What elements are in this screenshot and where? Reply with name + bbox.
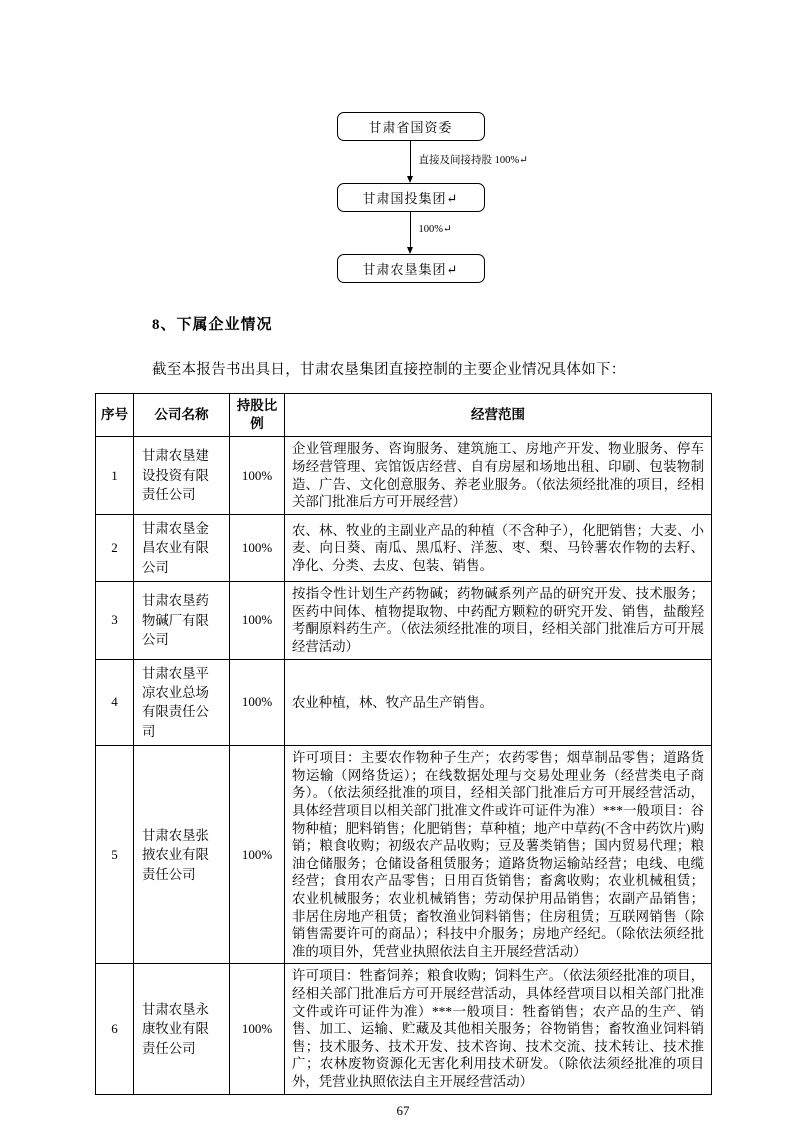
table-row bbox=[96, 746, 712, 964]
cell-business-scope: 按指令性计划生产药物碱；药物碱系列产品的研究开发、技术服务；医药中间体、植物提取物、中药配方颗粒的研究开发、销售，盐酸羟考酮原料药生产。（依法须经批准的项目，经相关部门批准后方可开展经营活动） bbox=[285, 582, 712, 659]
org-chart bbox=[0, 0, 793, 283]
org-chart-node-gansu-guotou-group bbox=[337, 183, 485, 212]
cell-no: 1 bbox=[96, 437, 134, 514]
intro-paragraph: 截至本报告书出具日，甘肃农垦集团直接控制的主要企业情况具体如下： bbox=[152, 362, 626, 378]
page-number: 67 bbox=[396, 1102, 410, 1118]
edge-label-shareholding: 100%↵ bbox=[418, 224, 452, 235]
cell-company-name: 甘肃农垦张掖农业有限责任公司 bbox=[134, 746, 230, 964]
node-label: 甘肃国投集团↵ bbox=[362, 191, 459, 206]
cell-no: 2 bbox=[96, 514, 134, 581]
table-header-row bbox=[96, 394, 712, 437]
node-label: 甘肃省国资委 bbox=[368, 120, 453, 135]
edge-label-shareholding: 直接及间接持股 100%↵ bbox=[418, 155, 528, 166]
org-chart-column bbox=[337, 112, 528, 283]
cell-business-scope: 许可项目：牲畜饲养；粮食收购；饲料生产。（依法须经批准的项目，经相关部门批准后方可开展经营活动，具体经营项目以相关部门批准文件或许可证件为准）***一般项目：牲畜销售；农产品的生产、销售、加工、运输、贮藏及其他相关服务；谷物销售；畜牧渔业饲料销售；技术服务、技术开发、技术咨询、技术交流、技术转让、技术推广；农林废物资源化无害化利用技术研发。（除依法须经批准的项目外，凭营业执照依法自主开展经营活动） bbox=[285, 964, 712, 1094]
arrow-line bbox=[410, 141, 411, 177]
cell-no: 4 bbox=[96, 659, 134, 746]
cell-no: 6 bbox=[96, 964, 134, 1094]
cell-holding-ratio: 100% bbox=[230, 746, 285, 964]
cell-no: 5 bbox=[96, 746, 134, 964]
org-chart-node-provincial-sasac bbox=[337, 112, 485, 141]
table-row bbox=[96, 514, 712, 581]
cell-business-scope: 农、林、牧业的主副业产品的种植（不含种子），化肥销售；大麦、小麦、向日葵、南瓜、黑瓜籽、洋葱、枣、梨、马铃薯农作物的去籽、净化、分类、去皮、包装、销售。 bbox=[285, 514, 712, 581]
cell-holding-ratio: 100% bbox=[230, 659, 285, 746]
cell-holding-ratio: 100% bbox=[230, 964, 285, 1094]
cell-business-scope: 企业管理服务、咨询服务、建筑施工、房地产开发、物业服务、停车场经营管理、宾馆饭店经营、自有房屋和场地出租、印刷、包装物制造、广告、文化创意服务、养老业服务。（依法须经批准的项目，经相关部门批准后方可开展经营） bbox=[285, 437, 712, 514]
cell-company-name: 甘肃农垦金昌农业有限公司 bbox=[134, 514, 230, 581]
cell-holding-ratio: 100% bbox=[230, 514, 285, 581]
col-header-holding-ratio: 持股比例 bbox=[230, 394, 285, 437]
table-row bbox=[96, 964, 712, 1094]
org-chart-node-gansu-nongken-group bbox=[337, 254, 485, 283]
section-heading: 8、下属企业情况 bbox=[152, 317, 273, 333]
cell-company-name: 甘肃农垦药物碱厂有限公司 bbox=[134, 582, 230, 659]
table-row bbox=[96, 659, 712, 746]
cell-no: 3 bbox=[96, 582, 134, 659]
table-row bbox=[96, 437, 712, 514]
cell-business-scope: 农业种植，林、牧产品生产销售。 bbox=[285, 659, 712, 746]
col-header-company-name: 公司名称 bbox=[134, 394, 230, 437]
node-label: 甘肃农垦集团↵ bbox=[362, 262, 459, 277]
table-row bbox=[96, 582, 712, 659]
cell-company-name: 甘肃农垦建设投资有限责任公司 bbox=[134, 437, 230, 514]
cell-holding-ratio: 100% bbox=[230, 437, 285, 514]
cell-business-scope: 许可项目：主要农作物种子生产；农药零售；烟草制品零售；道路货物运输（网络货运）；在线数据处理与交易处理业务（经营类电子商务）。（依法须经批准的项目，经相关部门批准后方可开展经营活动，具体经营项目以相关部门批准文件或许可证件为准）***一般项目：谷物种植；肥料销售；化肥销售；草种植；地产中草药(不含中药饮片)购销；粮食收购；初级农产品收购；豆及薯类销售；国内贸易代理；粮油仓储服务；仓储设备租赁服务；道路货物运输站经营；电线、电缆经营；食用农产品零售；日用百货销售；畜禽收购；农业机械租赁；农业机械服务；农业机械销售；劳动保护用品销售；农副产品销售；非居住房地产租赁；畜牧渔业饲料销售；住房租赁；互联网销售（除销售需要许可的商品）；科技中介服务；房地产经纪。（除依法须经批准的项目外，凭营业执照依法自主开展经营活动） bbox=[285, 746, 712, 964]
col-header-no: 序号 bbox=[96, 394, 134, 437]
subsidiaries-table bbox=[95, 393, 712, 1095]
cell-company-name: 甘肃农垦永康牧业有限责任公司 bbox=[134, 964, 230, 1094]
cell-company-name: 甘肃农垦平凉农业总场有限责任公司 bbox=[134, 659, 230, 746]
arrow-down-icon bbox=[407, 247, 413, 254]
arrow-down-icon bbox=[407, 176, 413, 183]
cell-holding-ratio: 100% bbox=[230, 582, 285, 659]
col-header-business-scope: 经营范围 bbox=[285, 394, 712, 437]
arrow-line bbox=[410, 212, 411, 248]
